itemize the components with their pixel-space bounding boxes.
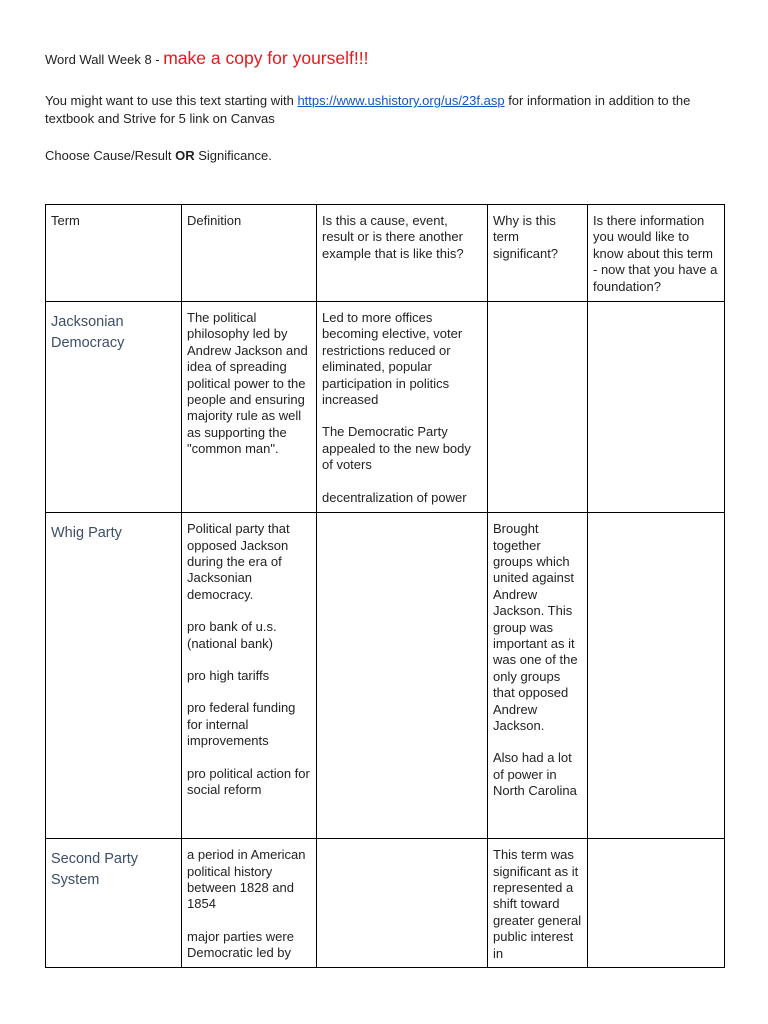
title-emphasis: make a copy for yourself!!!	[163, 48, 369, 68]
cause-text: Led to more offices becoming elective, voter restrictions reduced or eliminated, popular participation in politics increased	[322, 310, 463, 408]
cause-cell	[317, 513, 488, 839]
cause-text: The Democratic Party appealed to the new body of voters	[322, 424, 471, 473]
instructions-before: Choose Cause/Result	[45, 148, 176, 163]
definition-clip	[187, 847, 311, 961]
more-info-cell	[588, 839, 725, 968]
significance-cell	[488, 513, 588, 839]
header-term: Term	[46, 205, 182, 302]
definition-text: pro high tariffs	[187, 667, 270, 683]
significance-cell	[488, 302, 588, 513]
more-info-cell	[588, 302, 725, 513]
word-wall-table	[45, 204, 725, 968]
definition-text: The political philosophy led by Andrew Jackson and idea of spreading political power to the people and ensuring majority rule as well as supporting the "common man".	[187, 310, 308, 457]
significance-text: Also had a lot of power in North Carolina	[493, 750, 577, 799]
significance-text: This term was significant as it represented a shift toward greater general public interest in	[493, 847, 582, 961]
table-row	[46, 513, 725, 839]
definition-text: pro political action for social reform	[187, 765, 310, 797]
definition-text: pro federal funding for internal improvements	[187, 700, 296, 749]
header-significance: Why is this term significant?	[488, 205, 588, 302]
cause-cell	[317, 302, 488, 513]
cause-cell	[317, 839, 488, 968]
intro-text-before: You might want to use this text starting with	[45, 93, 298, 108]
definition-cell	[182, 513, 317, 839]
definition-text: pro bank of u.s. (national bank)	[187, 619, 277, 651]
intro-text-after: for information in addition to the textbook and Strive for 5 link on Canvas	[45, 93, 691, 126]
cause-text: decentralization of power	[322, 489, 467, 505]
term-cell: Jacksonian Democracy	[46, 302, 182, 513]
definition-text: a period in American political history between 1828 and 1854	[187, 847, 306, 912]
header-cause: Is this a cause, event, result or is there another example that is like this?	[317, 205, 488, 302]
table-row	[46, 839, 725, 968]
table-header-row	[46, 205, 725, 302]
table-row	[46, 302, 725, 513]
definition-cell	[182, 839, 317, 968]
term-cell: Second Party System	[46, 839, 182, 968]
title-prefix: Word Wall Week 8 -	[45, 52, 164, 67]
ushistory-link[interactable]: https://www.ushistory.org/us/23f.asp	[297, 93, 505, 108]
definition-text: major parties were Democratic led by	[187, 928, 294, 961]
header-more-info: Is there information you would like to know about this term - now that you have a foundation?	[588, 205, 725, 302]
instructions	[45, 148, 272, 163]
significance-clip	[493, 847, 582, 961]
header-definition: Definition	[182, 205, 317, 302]
more-info-cell	[588, 513, 725, 839]
instructions-after: Significance.	[194, 148, 272, 163]
significance-text: Brought together groups which united against Andrew Jackson. This group was important as it was one of the only groups that opposed Andrew Jackson.	[493, 521, 578, 733]
page-title	[45, 48, 368, 69]
term-cell: Whig Party	[46, 513, 182, 839]
definition-text: Political party that opposed Jackson during the era of Jacksonian democracy.	[187, 521, 290, 602]
significance-cell	[488, 839, 588, 968]
definition-cell	[182, 302, 317, 513]
intro-paragraph	[45, 92, 725, 128]
instructions-bold: OR	[175, 148, 195, 163]
